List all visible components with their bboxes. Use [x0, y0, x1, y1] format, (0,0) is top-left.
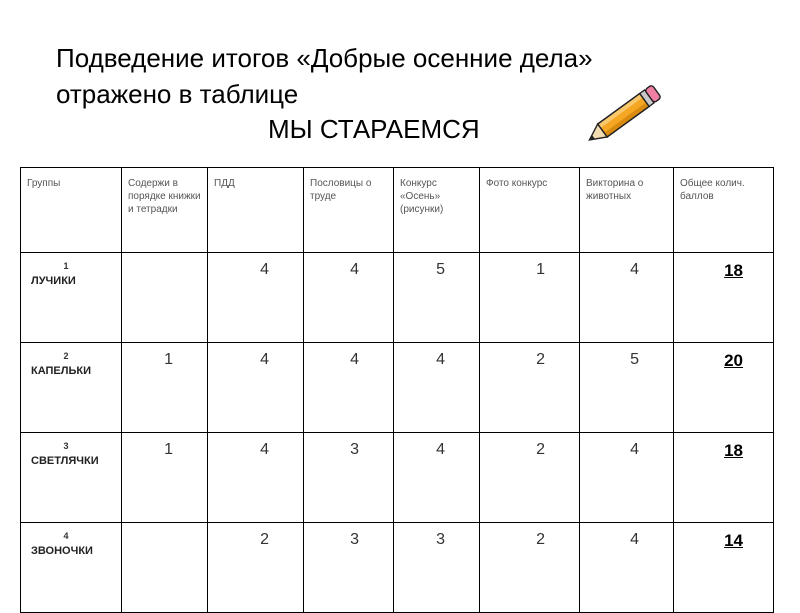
results-table [20, 167, 774, 613]
title-line-2: отражено в таблице [56, 79, 299, 109]
score-cell: 2 [480, 523, 580, 613]
group-cell [21, 343, 122, 433]
score-cell: 4 [208, 253, 304, 343]
header-cell: ПДД [208, 168, 304, 253]
group-name: КАПЕЛЬКИ [31, 365, 92, 377]
header-cell: Конкурс «Осень» (рисунки) [394, 168, 480, 253]
title-line-1: Подведение итогов «Добрые осенние дела» [56, 43, 593, 73]
group-number: 1 [63, 261, 69, 271]
header-cell: Общее колич. баллов [674, 168, 774, 253]
group-number: 3 [63, 441, 69, 451]
page-title [56, 40, 593, 112]
score-cell: 5 [580, 343, 674, 433]
total-cell: 14 [674, 523, 774, 613]
group-cell [21, 523, 122, 613]
header-cell: Содержи в порядке книжки и тетрадки [122, 168, 208, 253]
total-cell: 20 [674, 343, 774, 433]
page-subtitle: МЫ СТАРАЕМСЯ [268, 114, 480, 144]
score-cell: 4 [208, 343, 304, 433]
header-cell: Пословицы о труде [304, 168, 394, 253]
table-row [21, 343, 774, 433]
group-number: 2 [63, 351, 69, 361]
score-cell: 2 [480, 433, 580, 523]
score-cell: 3 [394, 523, 480, 613]
score-cell: 1 [122, 433, 208, 523]
score-cell: 4 [208, 433, 304, 523]
total-cell: 18 [674, 253, 774, 343]
score-cell: 4 [580, 253, 674, 343]
score-cell: 4 [394, 343, 480, 433]
score-cell: 3 [304, 523, 394, 613]
total-cell: 18 [674, 433, 774, 523]
score-cell: 2 [208, 523, 304, 613]
group-cell [21, 253, 122, 343]
table-row [21, 253, 774, 343]
header-cell: Фото конкурс [480, 168, 580, 253]
score-cell: 1 [480, 253, 580, 343]
header-cell: Викторина о животных [580, 168, 674, 253]
score-cell: 1 [122, 343, 208, 433]
score-cell: 4 [304, 343, 394, 433]
group-number: 4 [63, 531, 69, 541]
table-header-row [21, 168, 774, 253]
group-cell [21, 433, 122, 523]
score-cell [122, 253, 208, 343]
table-row [21, 523, 774, 613]
pencil-icon [578, 84, 664, 150]
score-cell: 4 [394, 433, 480, 523]
group-name: СВЕТЛЯЧКИ [31, 455, 99, 467]
score-cell: 4 [304, 253, 394, 343]
score-cell [122, 523, 208, 613]
header-cell: Группы [21, 168, 122, 253]
table-row [21, 433, 774, 523]
group-name: ЗВОНОЧКИ [31, 545, 93, 557]
score-cell: 3 [304, 433, 394, 523]
score-cell: 5 [394, 253, 480, 343]
group-name: ЛУЧИКИ [31, 275, 76, 287]
score-cell: 4 [580, 433, 674, 523]
score-cell: 2 [480, 343, 580, 433]
score-cell: 4 [580, 523, 674, 613]
